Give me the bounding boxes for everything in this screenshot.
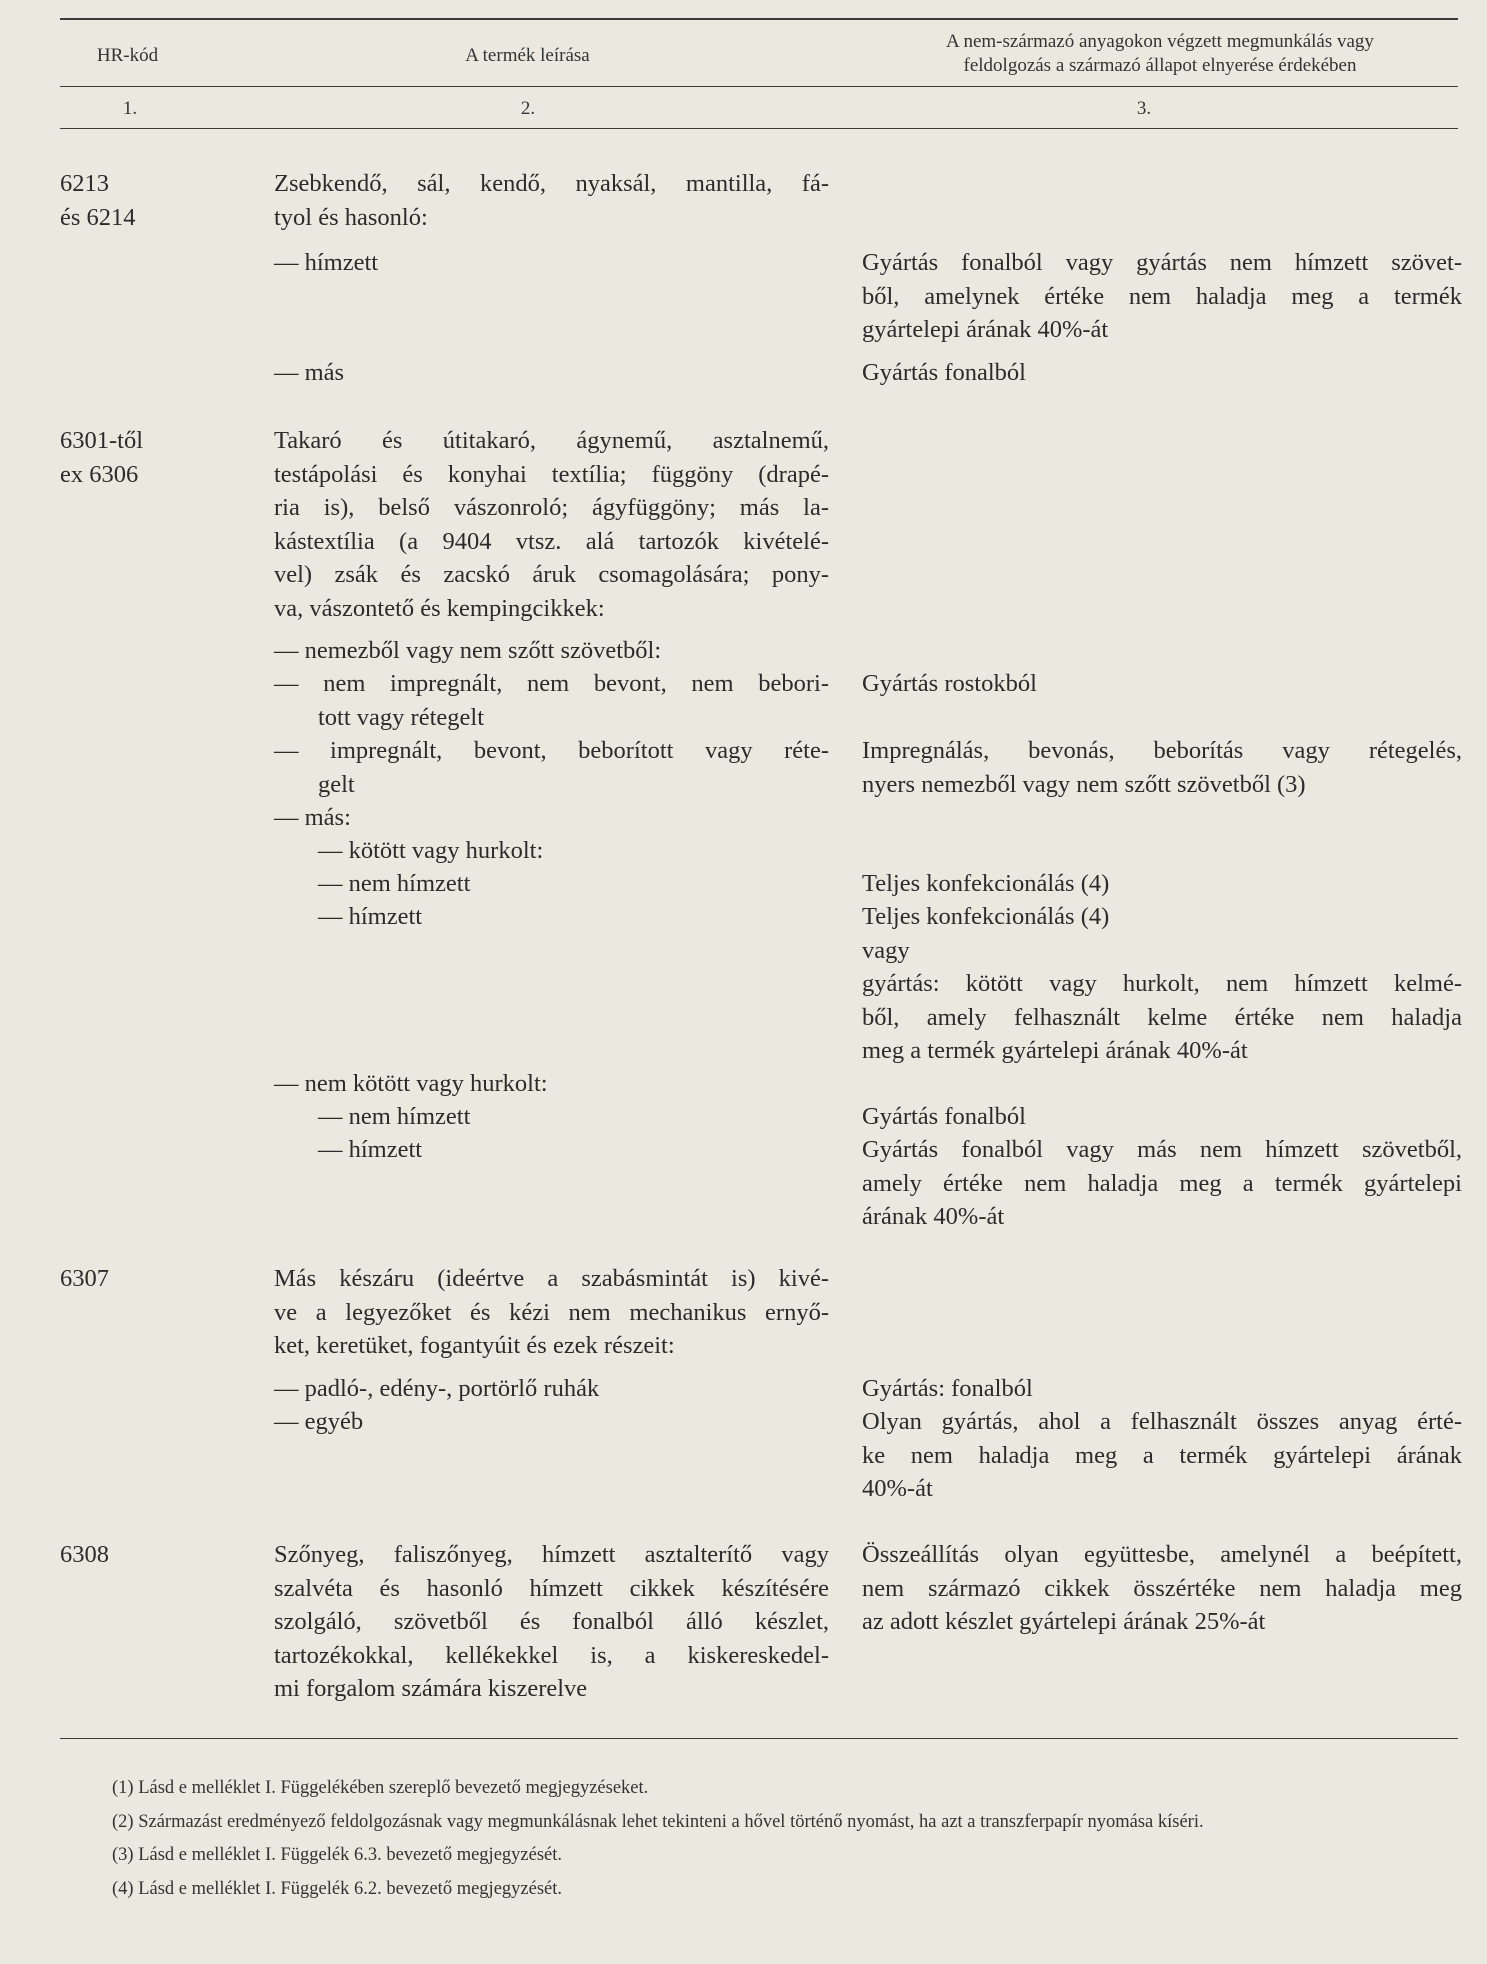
row-6213-sub-embroidered	[274, 246, 829, 280]
description-line: Zsebkendő, sál, kendő, nyaksál, mantilla, fá-	[274, 170, 829, 197]
row-6301-sub-knitted	[318, 834, 873, 868]
row-6301-sub-knitted-embroidered	[318, 900, 873, 934]
row-6307-rule-cloths	[862, 1372, 1462, 1406]
top-rule	[60, 18, 1458, 20]
sub-item-label: — nem hímzett	[318, 1103, 471, 1130]
hr-code-line: ex 6306	[60, 460, 139, 488]
rule-line: meg a termék gyártelepi árának 40%-át	[862, 1037, 1248, 1064]
rule-line: vagy	[862, 936, 910, 964]
sub-item-label: — nemezből vagy nem szőtt szövetből:	[274, 637, 662, 664]
rule-line: Teljes konfekcionálás (4)	[862, 870, 1110, 897]
rule-line: az adott készlet gyártelepi árának 25%-át	[862, 1608, 1266, 1635]
row-6307-rule-other	[862, 1405, 1462, 1506]
sub-item-label: — nem impregnált, nem bevont, nem bebori-	[274, 670, 829, 697]
header-hr-code: HR-kód	[96, 45, 159, 66]
sub-item-label: — padló-, edény-, portörlő ruhák	[274, 1375, 600, 1402]
row-6307-sub-other	[274, 1405, 829, 1439]
rule-line: ből, amely felhasznált kelme értéke nem haladja	[862, 1003, 1462, 1031]
rule-line: gyártelepi árának 40%-át	[862, 316, 1109, 343]
rule-line: Gyártás fonalból vagy más nem hímzett szövetből,	[862, 1136, 1462, 1163]
description-line: szalvéta és hasonló hímzett cikkek készítésére	[274, 1574, 829, 1602]
row-6301-rule-not-knitted-not-embroidered	[862, 1100, 1462, 1134]
description-line: vel) zsák és zacskó áruk csomagolására; pony-	[274, 561, 829, 588]
description-line: szolgáló, szövetből és fonalból álló készlet,	[274, 1608, 829, 1635]
row-6213-code	[60, 167, 260, 234]
rule-line: nem származó cikkek összértéke nem haladja meg	[862, 1574, 1462, 1602]
header-processing-line2: feldolgozás a származó állapot elnyerése érdekében	[963, 55, 1357, 76]
row-6213-description	[274, 167, 829, 234]
sub-item-label: tott vagy rétegelt	[318, 703, 484, 731]
rule-line: amely értéke nem haladja meg a termék gyártelepi	[862, 1169, 1462, 1197]
description-line: tartozékokkal, kellékekkel is, a kiskereskedel-	[274, 1641, 829, 1669]
description-line: Takaró és útitakaró, ágynemű, asztalnemű,	[274, 427, 829, 454]
column-number-1: 1.	[122, 98, 138, 119]
description-line: ket, keretüket, fogantyúit és ezek részeit:	[274, 1332, 675, 1359]
row-6301-sub-not-impregnated	[274, 667, 829, 734]
row-6308-code	[60, 1538, 260, 1572]
row-6213-rule-other	[862, 356, 1462, 390]
description-line: testápolási és konyhai textília; függöny (drapé-	[274, 460, 829, 488]
rule-line: nyers nemezből vagy nem szőtt szövetből (3)	[862, 770, 1306, 798]
row-6301-sub-felt	[274, 634, 829, 668]
row-6307-code	[60, 1262, 260, 1296]
row-6301-rule-not-impregnated	[862, 667, 1462, 701]
row-6301-sub-not-knitted-not-embroidered	[318, 1100, 873, 1134]
row-6307-sub-cloths	[274, 1372, 829, 1406]
row-6307-description	[274, 1262, 829, 1363]
sub-item-label: — kötött vagy hurkolt:	[318, 837, 544, 864]
row-6308-description	[274, 1538, 829, 1706]
sub-item-label: gelt	[318, 770, 355, 798]
footnotes	[112, 1772, 1472, 1906]
row-6213-rule-embroidered	[862, 246, 1462, 347]
rule-line: Gyártás fonalból vagy gyártás nem hímzett szövet-	[862, 249, 1462, 276]
column-number-3: 3.	[1136, 98, 1152, 119]
hr-code-line: 6307	[60, 1265, 109, 1292]
row-6301-sub-not-knitted-embroidered	[318, 1133, 873, 1167]
header-rule	[60, 86, 1458, 87]
header-processing-line1: A nem-származó anyagokon végzett megmunkálás vagy	[946, 31, 1374, 52]
row-6301-rule-knitted-not-embroidered	[862, 867, 1462, 901]
rule-line: Gyártás fonalból	[862, 1103, 1026, 1130]
sub-item-label: — más	[274, 359, 345, 386]
footnote: (4) Lásd e melléklet I. Függelék 6.2. bevezető megjegyzését.	[112, 1878, 562, 1899]
rule-line: Impregnálás, bevonás, beborítás vagy rétegelés,	[862, 737, 1462, 764]
description-line: ria is), belső vászonroló; ágyfüggöny; más la-	[274, 494, 829, 521]
sub-item-label: — nem hímzett	[318, 870, 471, 897]
description-line: Szőnyeg, faliszőnyeg, hímzett asztalterítő vagy	[274, 1541, 829, 1568]
description-line: kástextília (a 9404 vtsz. alá tartozók kivételé-	[274, 527, 829, 555]
description-line: ve a legyezőket és kézi nem mechanikus ernyő-	[274, 1298, 829, 1326]
rule-line: árának 40%-át	[862, 1203, 1005, 1230]
hr-code-line: és 6214	[60, 203, 136, 231]
sub-item-label: — nem kötött vagy hurkolt:	[274, 1070, 548, 1097]
rule-line: ke nem haladja meg a termék gyártelepi árának	[862, 1441, 1462, 1469]
description-line: mi forgalom számára kiszerelve	[274, 1675, 588, 1702]
rule-line: Gyártás rostokból	[862, 670, 1037, 697]
footnote: (3) Lásd e melléklet I. Függelék 6.3. bevezető megjegyzését.	[112, 1845, 562, 1865]
row-6301-rule-knitted-embroidered	[862, 900, 1462, 1068]
hr-code-line: 6308	[60, 1541, 109, 1568]
row-6308-rule	[862, 1538, 1462, 1639]
row-6301-rule-not-knitted-embroidered	[862, 1133, 1462, 1234]
rule-line: gyártás: kötött vagy hurkolt, nem hímzett kelmé-	[862, 970, 1462, 997]
description-line: Más készáru (ideértve a szabásmintát is) kivé-	[274, 1265, 829, 1292]
footnote: (1) Lásd e melléklet I. Függelékében szereplő bevezető megjegyzéseket.	[112, 1778, 649, 1798]
sub-item-label: — egyéb	[274, 1408, 364, 1435]
sub-item-label: — más:	[274, 804, 351, 831]
header-description: A termék leírása	[465, 45, 590, 66]
description-line: va, vászontető és kempingcikkek:	[274, 594, 605, 622]
sub-item-label: — impregnált, bevont, beborított vagy réte-	[274, 737, 829, 764]
hr-code-line: 6213	[60, 170, 109, 197]
rule-line: Gyártás fonalból	[862, 359, 1026, 386]
hr-code-line: 6301-től	[60, 427, 144, 454]
rule-line: Teljes konfekcionálás (4)	[862, 903, 1110, 930]
column-number-rule	[60, 128, 1458, 129]
row-6301-sub-other	[274, 801, 829, 835]
sub-item-label: — hímzett	[318, 1136, 423, 1163]
row-6301-sub-not-knitted	[274, 1067, 829, 1101]
rule-line: 40%-át	[862, 1475, 933, 1502]
column-number-2: 2.	[520, 98, 536, 119]
sub-item-label: — hímzett	[318, 903, 423, 930]
rule-line: Összeállítás olyan együttesbe, amelynél a beépített,	[862, 1541, 1462, 1568]
row-6301-description	[274, 424, 829, 625]
row-6301-sub-knitted-not-embroidered	[318, 867, 873, 901]
row-6301-code	[60, 424, 260, 491]
rule-line: Olyan gyártás, ahol a felhasznált összes anyag érté-	[862, 1408, 1462, 1435]
description-line: tyol és hasonló:	[274, 203, 428, 231]
row-6213-sub-other	[274, 356, 829, 390]
row-6301-sub-impregnated	[274, 734, 829, 801]
bottom-rule	[60, 1738, 1458, 1739]
rule-line: Gyártás: fonalból	[862, 1375, 1033, 1402]
rule-line: ből, amelynek értéke nem haladja meg a termék	[862, 282, 1462, 310]
row-6301-rule-impregnated	[862, 734, 1462, 801]
footnote: (2) Származást eredményező feldolgozásnak vagy megmunkálásnak lehet tekinteni a hővel történő nyomást, ha azt a transzferpapír nyomása kíséri.	[112, 1811, 1204, 1832]
header-processing	[860, 30, 1460, 78]
sub-item-label: — hímzett	[274, 249, 379, 276]
